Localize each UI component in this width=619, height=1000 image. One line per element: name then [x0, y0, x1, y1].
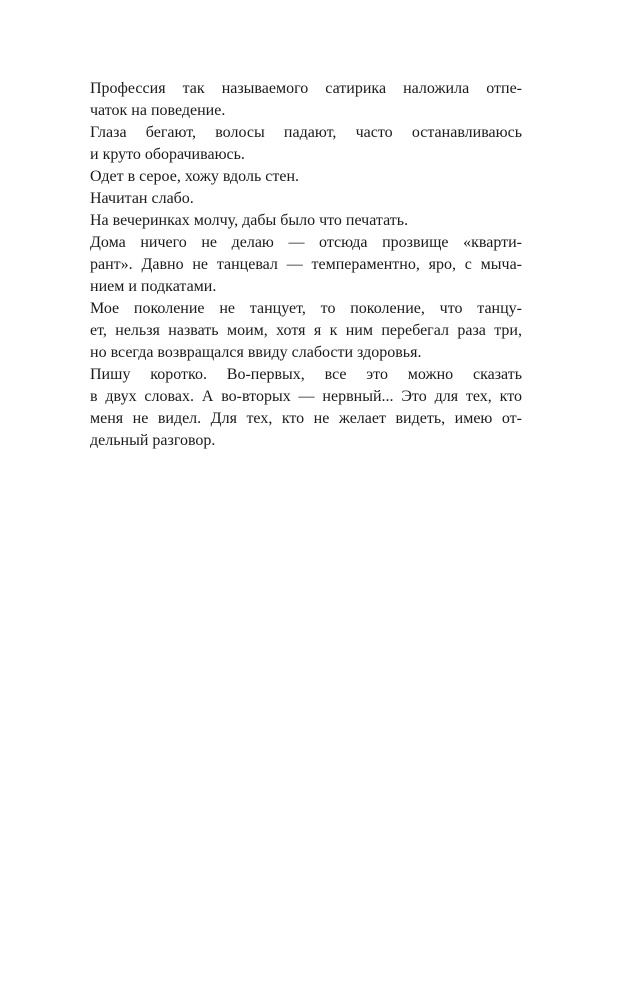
text-line: Глаза бегают, волосы падают, часто останавливаюсь [90, 124, 522, 141]
text-line: и круто оборачиваюсь. [90, 146, 245, 163]
text-line: нием и подкатами. [90, 278, 217, 295]
text-line: Пишу коротко. Во-первых, все это можно сказать [90, 366, 522, 383]
text-line: чаток на поведение. [90, 102, 226, 119]
text-line: Профессия так называемого сатирика наложила отпе- [90, 80, 522, 97]
text-line: дельный разговор. [90, 432, 216, 449]
paragraph [90, 298, 522, 364]
paragraph [90, 166, 522, 188]
text-line: Одет в серое, хожу вдоль стен. [90, 168, 299, 185]
text-line: Мое поколение не танцует, то поколение, что танцу- [90, 300, 522, 317]
body-text [90, 78, 522, 452]
paragraph [90, 78, 522, 122]
text-line: Дома ничего не делаю — отсюда прозвище «кварти- [90, 234, 522, 251]
text-line: в двух словах. А во-вторых — нервный... Это для тех, кто [90, 388, 522, 405]
paragraph [90, 210, 522, 232]
text-line: но всегда возвращался ввиду слабости здоровья. [90, 344, 422, 361]
text-line: На вечеринках молчу, дабы было что печатать. [90, 212, 409, 229]
paragraph [90, 188, 522, 210]
paragraph [90, 122, 522, 166]
text-line: рант». Давно не танцевал — темпераментно, яро, с мыча- [90, 256, 522, 273]
paragraph [90, 364, 522, 452]
text-line: меня не видел. Для тех, кто не желает видеть, имею от- [90, 410, 522, 427]
text-line: Начитан слабо. [90, 190, 194, 207]
text-line: ет, нельзя назвать моим, хотя я к ним перебегал раза три, [90, 322, 522, 339]
paragraph [90, 232, 522, 298]
